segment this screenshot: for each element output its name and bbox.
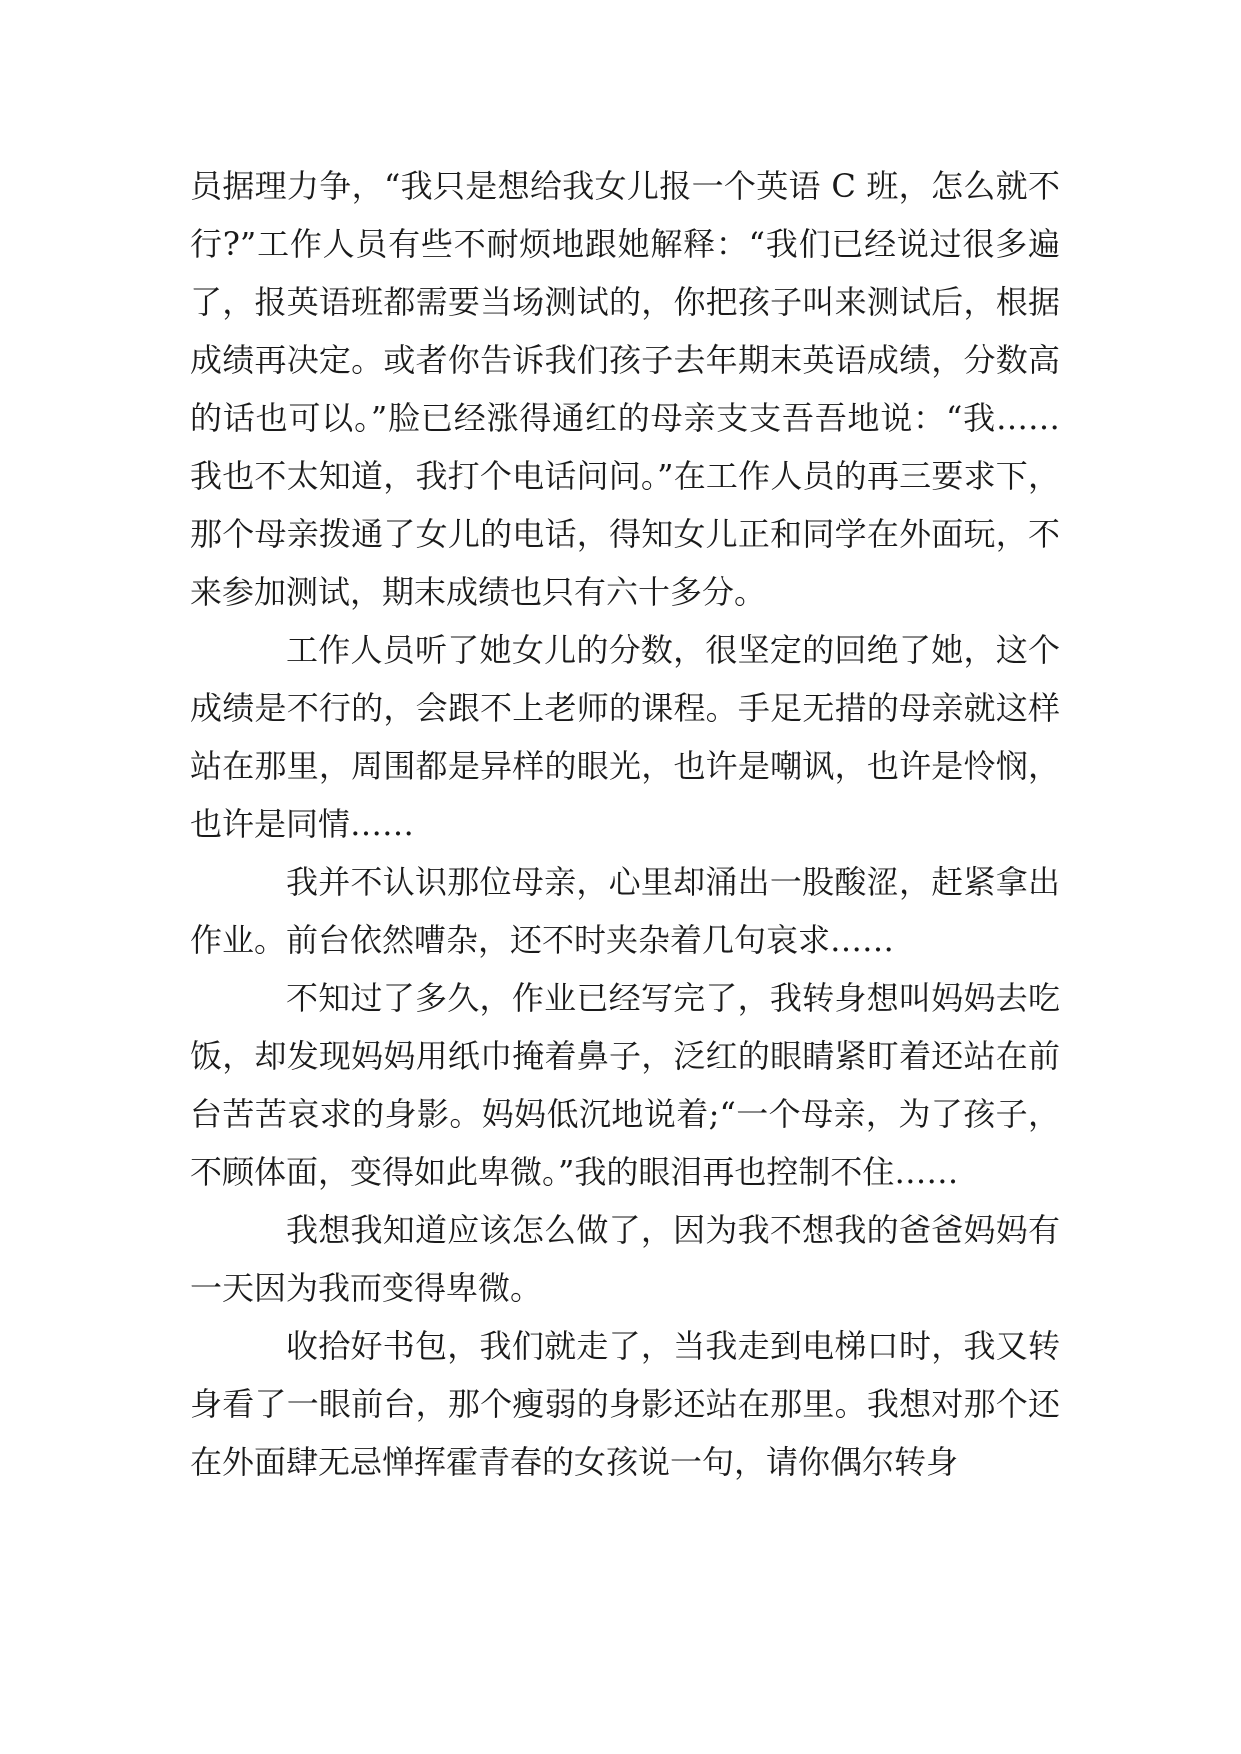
- paragraph-3: 我并不认识那位母亲，心里却涌出一股酸涩，赶紧拿出作业。前台依然嘈杂，还不时夹杂着几句哀求……: [190, 863, 1060, 959]
- paragraph-4: 不知过了多久，作业已经写完了，我转身想叫妈妈去吃饭，却发现妈妈用纸巾掩着鼻子，泛红的眼睛紧盯着还站在前台苦苦哀求的身影。妈妈低沉地说着;“一个母亲，为了孩子，不顾体面，变得如此卑微。”我的眼泪再也控制不住……: [190, 979, 1060, 1191]
- document-body: [190, 157, 1060, 1491]
- paragraph-1: 员据理力争，“我只是想给我女儿报一个英语 C 班，怎么就不行?”工作人员有些不耐烦地跟她解释：“我们已经说过很多遍了，报英语班都需要当场测试的，你把孩子叫来测试后，根据成绩再决定。或者你告诉我们孩子去年期末英语成绩，分数高的话也可以。”脸已经涨得通红的母亲支支吾吾地说：“我……我也不太知道，我打个电话问问。”在工作人员的再三要求下，那个母亲拨通了女儿的电话，得知女儿正和同学在外面玩，不来参加测试，期末成绩也只有六十多分。: [190, 167, 1060, 611]
- paragraph-6: 收拾好书包，我们就走了，当我走到电梯口时，我又转身看了一眼前台，那个瘦弱的身影还站在那里。我想对那个还在外面肆无忌惮挥霍青春的女孩说一句，请你偶尔转身: [190, 1327, 1060, 1481]
- paragraph-2: 工作人员听了她女儿的分数，很坚定的回绝了她，这个成绩是不行的，会跟不上老师的课程。手足无措的母亲就这样站在那里，周围都是异样的眼光，也许是嘲讽，也许是怜悯，也许是同情……: [190, 631, 1060, 843]
- paragraph-5: 我想我知道应该怎么做了，因为我不想我的爸爸妈妈有一天因为我而变得卑微。: [190, 1211, 1060, 1307]
